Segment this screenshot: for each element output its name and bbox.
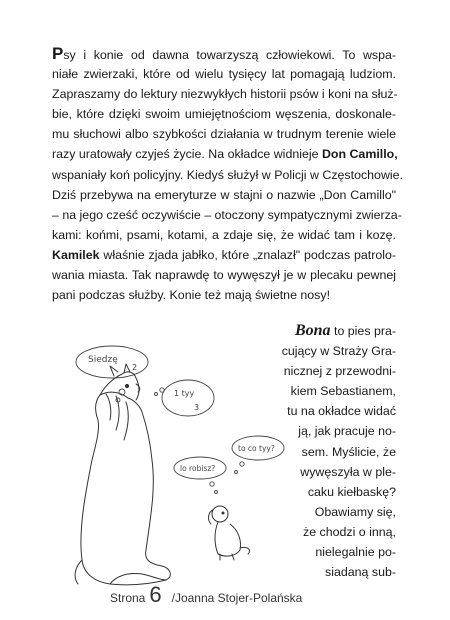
text-line: tu na okładce widać — [287, 404, 396, 419]
footer-prefix: Strona — [110, 591, 146, 605]
footer-author: /Joanna Stojer-Polańska — [171, 591, 303, 605]
page-number: 6 — [149, 582, 162, 607]
bona-title: Bona — [294, 322, 331, 339]
drop-cap: P — [52, 44, 64, 63]
text-line: mu słuchowi albo szybkości działania w trudnym terenie wiele — [52, 127, 396, 142]
bubble-2-number: 3 — [194, 403, 200, 412]
text-line: Psy i konie od dawna towarzyszą człowiekowi. To wspa- — [52, 44, 396, 63]
text-line: że chodzi o inną, — [303, 524, 396, 539]
bubble-1-text: Siedzę — [88, 355, 118, 365]
horse-drawing — [81, 392, 170, 585]
bold-don-camillo: Don Camillo, — [321, 147, 398, 162]
text-line: kami: końmi, psami, kotami, a zdaje się, że widać tam i kozę. — [52, 227, 396, 242]
text-line: caku kiełbaskę? — [307, 484, 396, 499]
bubble-3-text: to co tyy? — [238, 444, 275, 453]
text-line: wania miasta. Tak naprawdę to wywęszył je w plecaku pewnej — [52, 268, 396, 283]
bubble-4-text: lo robisz? — [180, 464, 216, 473]
text-line: kiem Sebastianem, — [290, 384, 396, 399]
text-line: pani podczas służby. Konie też mają świetne nosy! — [52, 288, 331, 303]
page-footer — [110, 582, 302, 608]
text-line: Kamilek właśnie zjada jabłko, które „znalazł" podczas patrolo- — [52, 247, 396, 262]
text-line: nicznej z przewodni- — [283, 364, 396, 379]
speech-bubble-4 — [174, 457, 226, 494]
text-line: wspaniały koń policyjny. Kiedyś służył w Policji w Częstochowie. — [52, 167, 403, 182]
speech-bubble-2 — [155, 380, 215, 416]
main-paragraph — [52, 44, 403, 305]
text-line: – na jego cześć oczywiście – otoczony sympatycznymi zwierza- — [52, 207, 402, 222]
text-line: Obawiamy się, — [314, 504, 396, 519]
text-line: niałe zwierzaki, które od wielu tysięcy lat pomagają ludziom. — [52, 67, 396, 82]
text-line: cujący w Straży Gra- — [281, 344, 396, 359]
text-line: nielegalnie po- — [315, 545, 396, 560]
text-line: bie, które dzięki swoim umiejętnościom węszenia, doskonale- — [52, 107, 396, 122]
text-line: siadaną sub- — [325, 565, 396, 580]
bubble-1-number: 2 — [132, 363, 138, 372]
text-line: Zapraszamy do lektury niezwykłych historii psów i koni na służ- — [52, 87, 398, 102]
speech-bubble-3 — [232, 436, 284, 474]
text-line: wywęszyła w ple- — [300, 464, 396, 479]
text-line: sem. Myślicie, że — [301, 444, 396, 459]
text-line: razy uratowały czyjeś życie. Na okładce widnieje Don Camillo, — [52, 147, 398, 162]
horse-and-dog-illustration — [70, 340, 310, 590]
dog-drawing — [209, 506, 250, 560]
text-line: ją, jak pracuje no- — [298, 424, 396, 439]
bubble-2-text: 1 tyy — [174, 389, 195, 398]
text-line: Bona to pies pra- — [294, 322, 396, 339]
text-line: Dziś przebywa na emeryturze w stajni o nazwie „Don Camillo" — [52, 187, 396, 202]
bold-kamilek: Kamilek — [52, 247, 100, 262]
